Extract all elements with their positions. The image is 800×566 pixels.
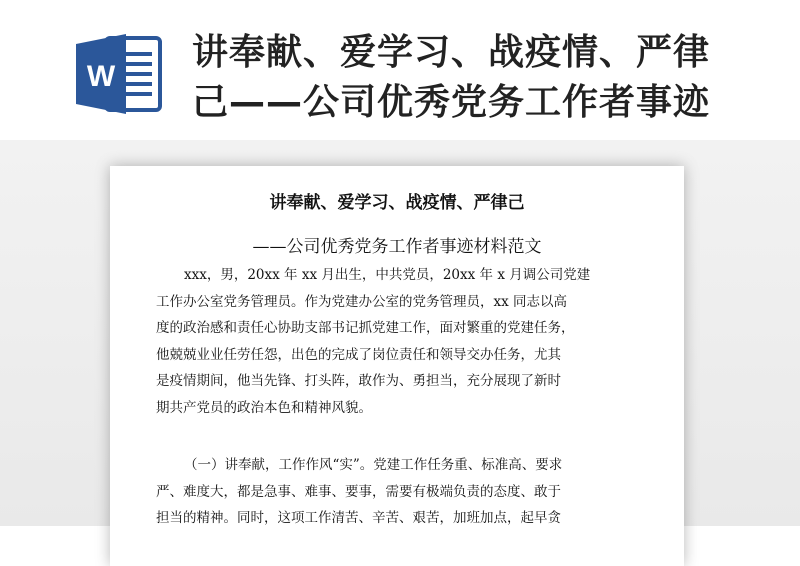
banner-title (192, 28, 782, 128)
document-title: 讲奉献、爱学习、战疫情、严律己 (269, 193, 525, 213)
banner (0, 0, 800, 140)
paragraph-line: （一）讲奉献，工作作风“实”。党建工作任务重、标准高、要求 (184, 457, 563, 473)
paragraph-line: xxx，男，20xx 年 xx 月出生，中共党员，20xx 年 x 月调公司党建 (184, 267, 591, 283)
paragraph-line: 他兢兢业业任劳任怨，出色的完成了岗位责任和领导交办任务，尤其 (156, 346, 561, 363)
paragraph-line: 度的政治感和责任心协助支部书记抓党建工作，面对繁重的党建任务， (156, 320, 575, 336)
banner-title-line-1: 讲奉献、爱学习、战疫情、严律 (192, 32, 711, 73)
document-page (110, 166, 684, 566)
paragraph-1 (156, 262, 648, 421)
paragraph-line: 期共产党员的政治本色和精神风貌。 (156, 399, 372, 416)
word-icon (76, 32, 162, 116)
word-icon-letter: W (86, 60, 116, 93)
banner-title-line-2: 己——公司优秀党务工作者事迹 (192, 82, 711, 123)
paragraph-line: 是疫情期间，他当先锋、打头阵，敢作为、勇担当，充分展现了新时 (156, 373, 561, 389)
paragraph-line: 担当的精神。同时，这项工作清苦、辛苦、艰苦，加班加点，起早贪 (156, 510, 561, 526)
paragraph-line: 严、难度大，都是急事、难事、要事，需要有极端负责的态度、敢于 (156, 483, 561, 500)
document-subtitle: ——公司优秀党务工作者事迹材料范文 (252, 237, 542, 257)
paragraph-2 (156, 452, 648, 532)
paragraph-line: 工作办公室党务管理员。作为党建办公室的党务管理员，xx 同志以高 (156, 293, 568, 310)
